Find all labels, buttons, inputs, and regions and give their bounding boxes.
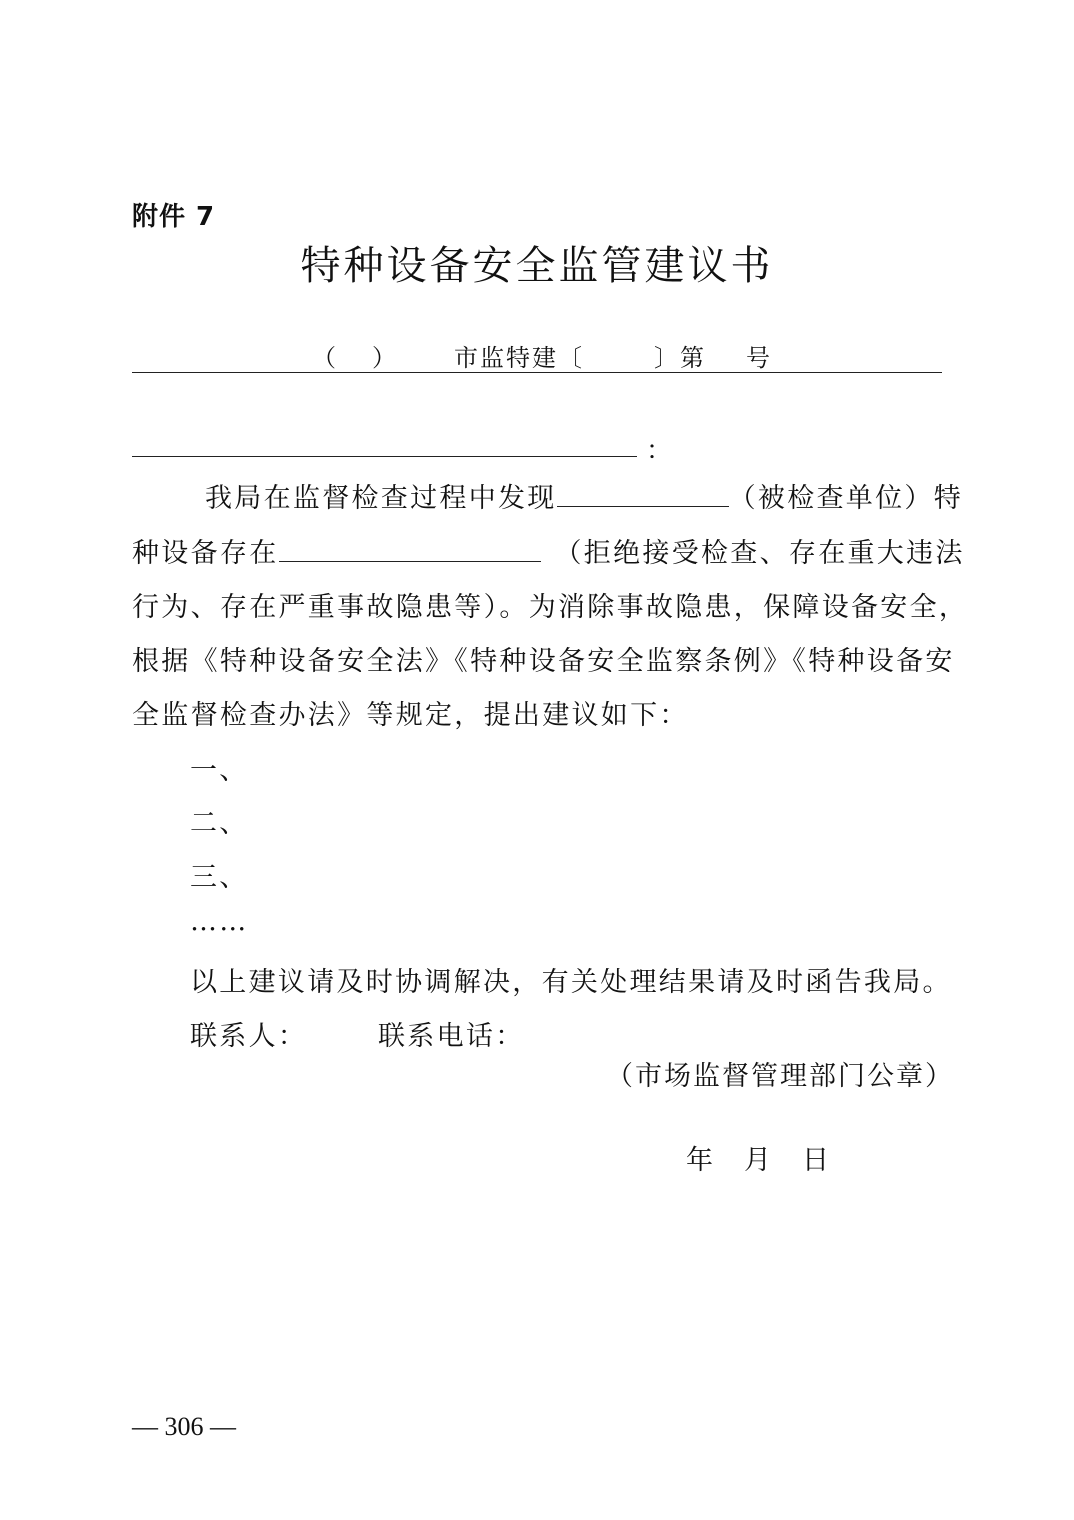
list-item: …… [190, 906, 249, 937]
doc-number-prefix: 市监特建〔 [454, 344, 584, 372]
body-line-1-start: 我局在监督检查过程中发现 [205, 483, 557, 514]
contact-person-label: 联系人： [190, 1021, 308, 1052]
date-day: 日 [802, 1145, 829, 1176]
body-line-2-end: （拒绝接受检查、存在重大违法 [554, 538, 965, 569]
official-seal-label: （市场监督管理部门公章） [606, 1061, 954, 1092]
closing-line: 以上建议请及时协调解决，有关处理结果请及时函告我局。 [190, 967, 952, 998]
body-line-1 [205, 476, 963, 515]
body-line-3: 行为、存在严重事故隐患等）。为消除事故隐患，保障设备安全， [132, 592, 969, 623]
list-item: 一、 [190, 755, 249, 786]
date-month: 月 [744, 1145, 771, 1176]
doc-number-suffix: 号 [746, 344, 770, 372]
date-year: 年 [686, 1145, 713, 1176]
doc-number-paren-open: （ [312, 344, 336, 372]
body-line-5: 全监督检查办法》等规定，提出建议如下： [132, 700, 689, 731]
issue-blank [279, 533, 541, 562]
document-number-line [132, 330, 942, 373]
body-line-2-start: 种设备存在 [132, 538, 279, 569]
page-title: 特种设备安全监管建议书 [300, 243, 774, 289]
doc-number-bracket-close: 〕第 [654, 344, 706, 372]
addressee-colon: ： [646, 436, 673, 466]
body-line-2 [132, 531, 965, 570]
list-item: 二、 [190, 808, 249, 839]
page-number: — 306 — [132, 1412, 236, 1441]
list-item: 三、 [190, 862, 249, 893]
doc-number-paren-close: ） [372, 344, 396, 372]
attachment-label: 附件 7 [132, 202, 216, 232]
body-line-1-end: （被检查单位）特 [728, 483, 964, 514]
contact-phone-label: 联系电话： [378, 1021, 525, 1052]
body-line-4: 根据《特种设备安全法》《特种设备安全监察条例》《特种设备安 [132, 646, 955, 677]
addressee-blank [132, 456, 637, 457]
inspected-unit-blank [557, 478, 729, 507]
